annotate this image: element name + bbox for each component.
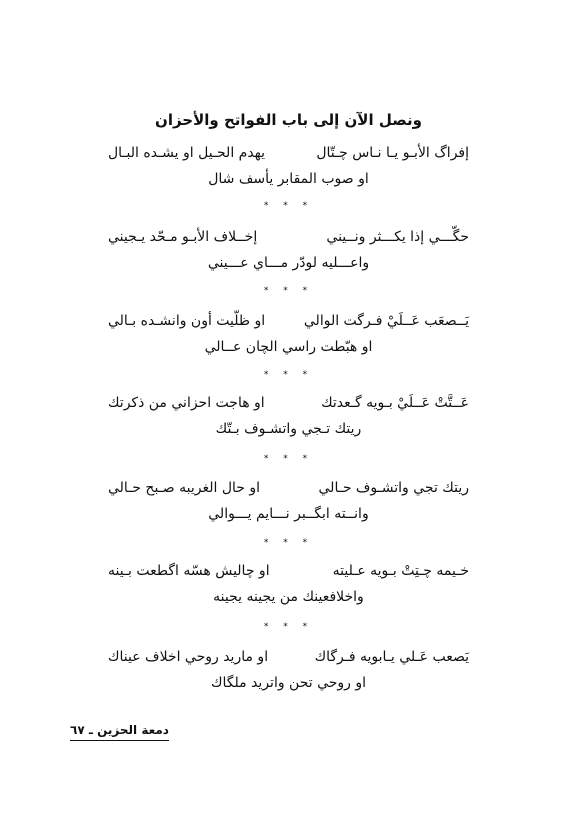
verse-hemistich-left: او ظلّيت أون وانشـده بـالي	[108, 313, 266, 329]
verse-hemistich-right: إفراگ الأبـو يـا نـاس چـتّال	[316, 145, 469, 161]
verse-refrain: او روحي تحن واتريد ملگاك	[210, 675, 367, 691]
verse-hemistich-right: عَــتَّتْ عَــلَيْ بـويه گـعدتك	[321, 395, 469, 411]
stanza	[0, 142, 577, 190]
verse-refrain: واخلافعينك من يجينه يجينه	[213, 589, 364, 605]
verse-line	[0, 142, 577, 168]
separator-stars: * * *	[263, 538, 314, 548]
separator-stars: * * *	[263, 286, 314, 296]
verse-line	[0, 310, 577, 336]
separator-stars: * * *	[263, 622, 314, 632]
verse-hemistich-left: يهدم الحـيل او يشـده البـال	[108, 145, 266, 161]
verse-hemistich-left: إخــلاف الأبـو مـحّد يـجيني	[108, 229, 258, 245]
verse-hemistich-left: او چاليش هسّه اگطعت بـينه	[108, 563, 270, 579]
verse-refrain: او صوب المقابر يأسف شال	[208, 171, 369, 187]
stanza	[0, 226, 577, 274]
verse-hemistich-right: يَصعب عَـلي يـابويه فـرگاك	[314, 649, 469, 665]
verse-line	[0, 226, 577, 252]
verse-refrain: وانــته ابگــبر نـــايم يـــوالي	[208, 506, 369, 522]
separator-stars: * * *	[263, 201, 314, 211]
separator-stars: * * *	[263, 370, 314, 380]
verse-refrain: ريتك تـجي واتشـوف بـتّك	[215, 421, 362, 437]
verse-line	[0, 392, 577, 418]
verse-hemistich-right: حگّـــي إذا يكـــثر ونــيني	[326, 229, 469, 245]
stanza	[0, 560, 577, 608]
verse-line	[0, 560, 577, 586]
stanza	[0, 477, 577, 525]
verse-hemistich-right: ريتك تجي واتشـوف حـالي	[318, 480, 469, 496]
stanza	[0, 392, 577, 440]
verse-line	[0, 646, 577, 672]
section-title: ونصل الآن إلى باب الفواتح والأحزان	[155, 111, 422, 129]
separator-stars: * * *	[263, 454, 314, 464]
verse-refrain: واعـــليه لودّر مـــاي عـــيني	[207, 255, 370, 271]
verse-hemistich-left: او حال الغريبه صـبح حـالي	[108, 480, 261, 496]
verse-line	[0, 477, 577, 503]
stanza	[0, 646, 577, 694]
stanza	[0, 310, 577, 358]
verse-hemistich-right: خـيمه چـتِتْ بـويه عـليته	[332, 563, 469, 579]
verse-refrain: او هبّطت راسي الچان عــالي	[204, 339, 373, 355]
verse-hemistich-left: او هاجت احزاني من ذكرتك	[108, 395, 265, 411]
verse-hemistich-left: او ماريد روحي اخلاف عيناك	[108, 649, 269, 665]
verse-hemistich-right: يَــصعَب عَــلَيْ فـرگت الوالي	[303, 313, 469, 329]
page-footer: دمعة الحزين ـ ٦٧	[70, 721, 169, 741]
